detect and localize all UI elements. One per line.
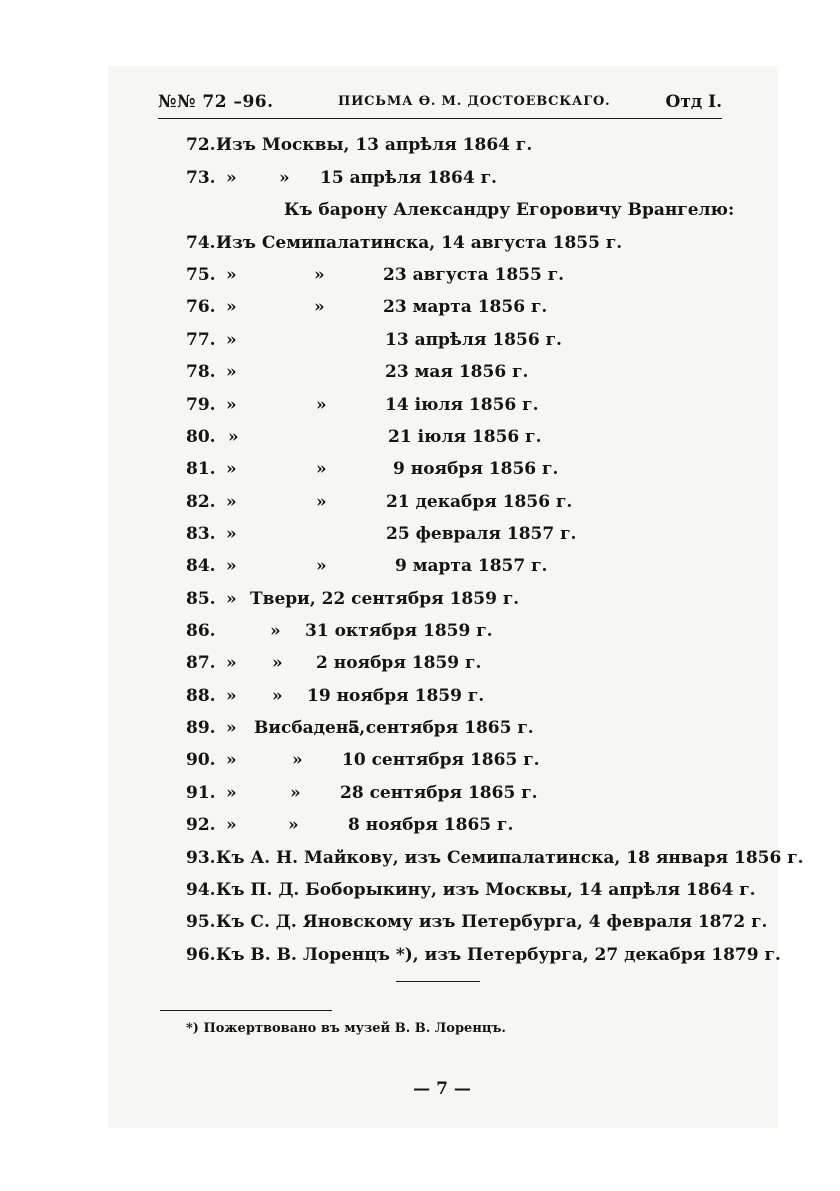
ditto-mark: » — [290, 783, 301, 803]
ditto-mark: » — [272, 653, 283, 673]
entry-text: 23 марта 1856 г. — [383, 297, 548, 317]
entry-text: Къ С. Д. Яновскому изъ Петербурга, 4 февраля 1872 г. — [216, 912, 768, 932]
ditto-mark: » — [226, 524, 237, 544]
entry-number: 85. — [186, 589, 216, 609]
ditto-mark: » — [272, 686, 283, 706]
footnote: *) Пожертвовано въ музей В. В. Лоренцъ. — [186, 1021, 506, 1036]
entry-text: 21 іюля 1856 г. — [388, 427, 542, 447]
entry-text: 15 апрѣля 1864 г. — [320, 168, 497, 188]
entry-text: 2 ноября 1859 г. — [316, 653, 482, 673]
entry-text: Висбадена, — [254, 718, 366, 738]
ditto-mark: » — [314, 265, 325, 285]
entry-number: 75. — [186, 265, 216, 285]
ditto-mark: » — [226, 783, 237, 803]
entry-text: Къ барону Александру Егоровичу Врангелю: — [284, 200, 735, 220]
section-divider — [396, 981, 480, 982]
entry-text: 13 апрѣля 1856 г. — [385, 330, 562, 350]
entry-text: 9 марта 1857 г. — [395, 556, 548, 576]
entry-text: Изъ Москвы, 13 апрѣля 1864 г. — [216, 135, 533, 155]
header-range: №№ 72 –96. — [158, 92, 274, 112]
ditto-mark: » — [226, 168, 237, 188]
entry-number: 76. — [186, 297, 216, 317]
entry-text: 21 декабря 1856 г. — [386, 492, 573, 512]
ditto-mark: » — [226, 492, 237, 512]
ditto-mark: » — [226, 718, 237, 738]
entry-number: 93. — [186, 848, 216, 868]
entry-number: 73. — [186, 168, 216, 188]
entry-number: 72. — [186, 135, 216, 155]
entry-number: 84. — [186, 556, 216, 576]
entry-text: Къ А. Н. Майкову, изъ Семипалатинска, 18 января 1856 г. — [216, 848, 804, 868]
entry-number: 83. — [186, 524, 216, 544]
ditto-mark: » — [226, 750, 237, 770]
entry-text: 19 ноября 1859 г. — [307, 686, 485, 706]
entry-number: 87. — [186, 653, 216, 673]
page-number: — 7 — — [413, 1079, 471, 1099]
entry-number: 79. — [186, 395, 216, 415]
entry-number: 81. — [186, 459, 216, 479]
ditto-mark: » — [270, 621, 281, 641]
entry-number: 92. — [186, 815, 216, 835]
running-header — [158, 86, 722, 122]
ditto-mark: » — [279, 168, 290, 188]
ditto-mark: » — [226, 265, 237, 285]
ditto-mark: » — [226, 395, 237, 415]
ditto-mark: » — [226, 297, 237, 317]
entry-text: 31 октября 1859 г. — [305, 621, 493, 641]
ditto-mark: » — [226, 556, 237, 576]
entry-number: 94. — [186, 880, 216, 900]
entry-number: 74. — [186, 233, 216, 253]
entry-text: Твери, 22 сентября 1859 г. — [250, 589, 520, 609]
entry-text: 10 сентября 1865 г. — [342, 750, 540, 770]
entry-text: Къ П. Д. Боборыкину, изъ Москвы, 14 апрѣля 1864 г. — [216, 880, 756, 900]
ditto-mark: » — [228, 427, 239, 447]
entry-text: 5 сентября 1865 г. — [348, 718, 534, 738]
header-section: Отд I. — [665, 92, 722, 112]
entry-text: 9 ноября 1856 г. — [393, 459, 559, 479]
entry-number: 96. — [186, 945, 216, 965]
entry-number: 89. — [186, 718, 216, 738]
entry-text: Къ В. В. Лоренцъ *), изъ Петербурга, 27 декабря 1879 г. — [216, 945, 781, 965]
ditto-mark: » — [316, 492, 327, 512]
entry-number: 78. — [186, 362, 216, 382]
header-title: ПИСЬМА Ѳ. М. ДОСТОЕВСКАГО. — [338, 94, 611, 109]
ditto-mark: » — [226, 459, 237, 479]
entry-number: 90. — [186, 750, 216, 770]
ditto-mark: » — [226, 589, 237, 609]
entry-number: 86. — [186, 621, 216, 641]
ditto-mark: » — [226, 815, 237, 835]
entry-text: 14 іюля 1856 г. — [385, 395, 539, 415]
entry-text: 23 мая 1856 г. — [385, 362, 529, 382]
entry-number: 91. — [186, 783, 216, 803]
header-rule — [158, 118, 722, 119]
entry-number: 77. — [186, 330, 216, 350]
entry-number: 95. — [186, 912, 216, 932]
ditto-mark: » — [226, 653, 237, 673]
entry-number: 88. — [186, 686, 216, 706]
entry-text: 25 февраля 1857 г. — [386, 524, 577, 544]
ditto-mark: » — [226, 362, 237, 382]
entry-text: Изъ Семипалатинска, 14 августа 1855 г. — [216, 233, 623, 253]
entry-number: 80. — [186, 427, 216, 447]
ditto-mark: » — [288, 815, 299, 835]
ditto-mark: » — [316, 395, 327, 415]
entry-text: 23 августа 1855 г. — [383, 265, 565, 285]
ditto-mark: » — [226, 686, 237, 706]
ditto-mark: » — [316, 556, 327, 576]
ditto-mark: » — [314, 297, 325, 317]
ditto-mark: » — [226, 330, 237, 350]
footnote-rule — [160, 1010, 332, 1011]
entry-number: 82. — [186, 492, 216, 512]
entry-text: 28 сентября 1865 г. — [340, 783, 538, 803]
ditto-mark: » — [316, 459, 327, 479]
ditto-mark: » — [292, 750, 303, 770]
entry-text: 8 ноября 1865 г. — [348, 815, 514, 835]
